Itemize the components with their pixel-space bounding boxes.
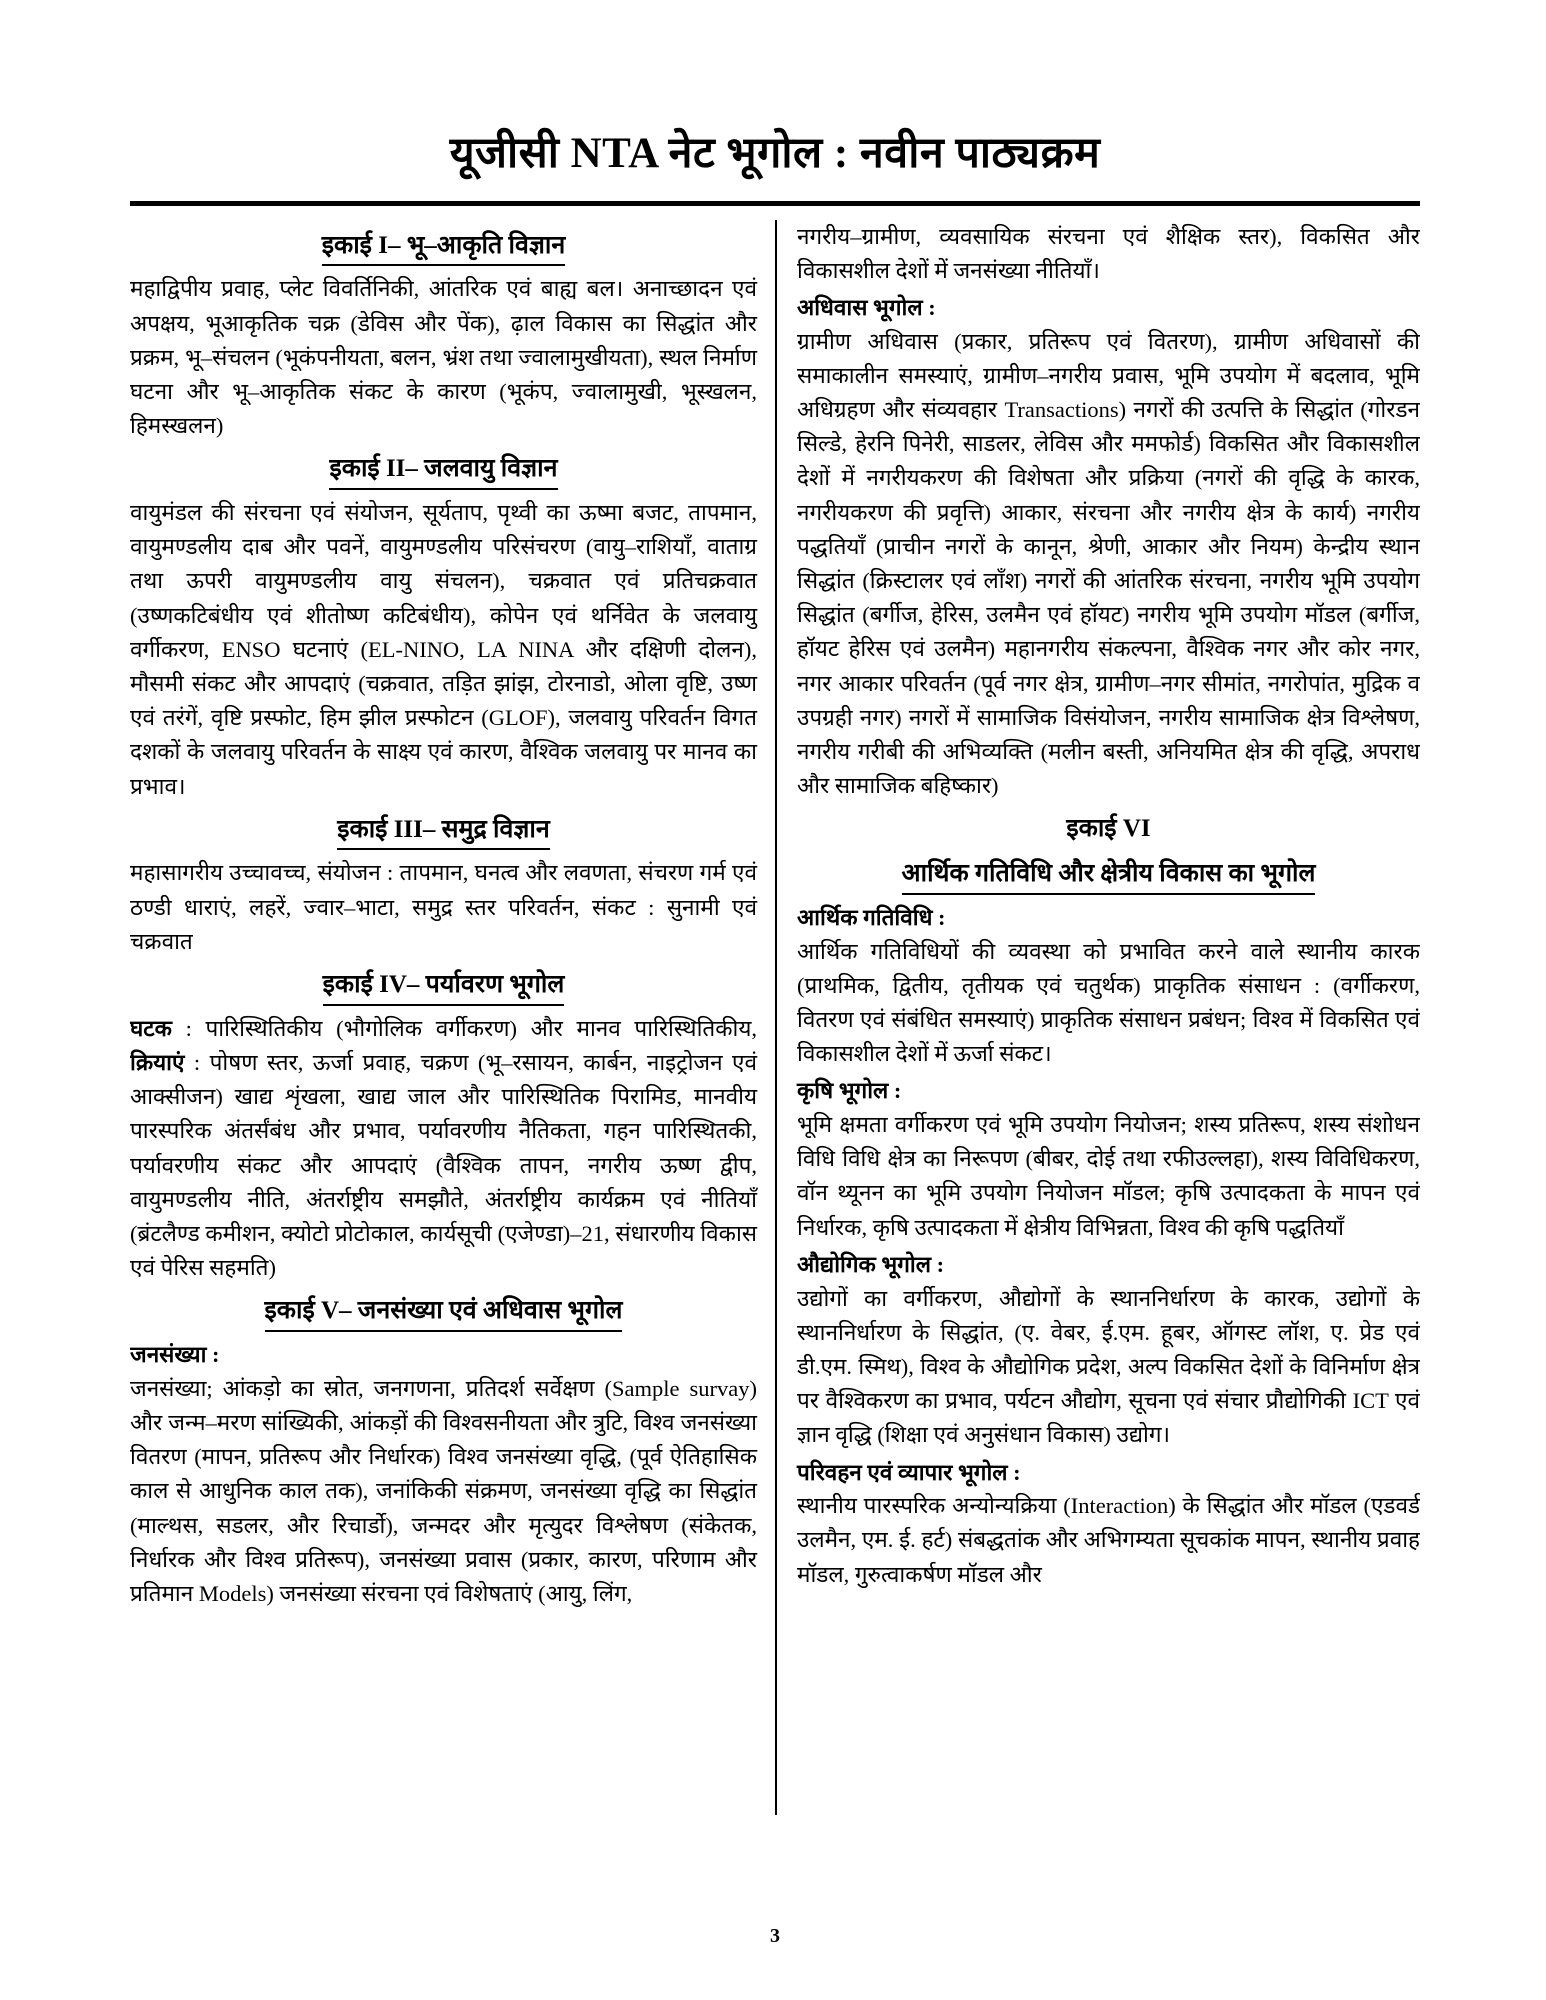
unit-heading-5: [130, 1294, 757, 1332]
page-title: यूजीसी NTA नेट भूगोल : नवीन पाठ्यक्रम: [449, 130, 1101, 177]
unit-heading-1: [130, 229, 757, 267]
subheading-settlement-geography: अधिवास भूगोल :: [797, 294, 936, 320]
right-column: [775, 220, 1420, 1815]
unit-4-body-part-1: : पारिस्थितिकीय (भौगोलिक वर्गीकरण) और मानव पारिस्थितिकीय,: [171, 1015, 757, 1041]
unit-body-3: महासागरीय उच्चावच्च, संयोजन : तापमान, घनत्व और लवणता, संचरण गर्म एवं ठण्डी धाराएं, लहरें, ज्वार–भाटा, समुद्र स्तर परिवर्तन, संकट : सुनामी एवं चक्रवात: [130, 860, 757, 954]
unit-body-2: वायुमंडल की संरचना एवं संयोजन, सूर्यताप, पृथ्वी का ऊष्मा बजट, तापमान, वायुमण्डलीय दाब और पवनें, वायुमण्डलीय परिसंचरण (वायु–राशियाँ, वाताग्र तथा ऊपरी वायुमण्डलीय वायु संचलन), चक्रवात एवं प्रतिचक्रवात (उष्णकटिबंधीय एवं शीतोष्ण कटिबंधीय), कोपेन एवं थर्निवेत के जलवायु वर्गीकरण, ENSO घटनाएं (EL-NINO, LA NINA और दक्षिणी दोलन), मौसमी संकट और आपदाएं (चक्रवात, तड़ित झांझ, टोरनाडो, ओला वृष्टि, उष्ण एवं तरंगें, वृष्टि प्रस्फोट, हिम झील प्रस्फोटन (GLOF), जलवायु परिवर्तन विगत दशकों के जलवायु परिवर्तन के साक्ष्य एवं कारण, वैश्विक जलवायु पर मानव का प्रभाव।: [130, 500, 757, 799]
unit-4-term-2: क्रियाएं: [130, 1049, 185, 1075]
settlement-geography-body: ग्रामीण अधिवास (प्रकार, प्रतिरूप एवं वितरण), ग्रामीण अधिवासों की समाकालीन समस्याएं, ग्रामीण–नगरीय प्रवास, भूमि उपयोग में बदलाव, भूमि अधिग्रहण और संव्यवहार Transactions) नगरों की उत्पत्ति के सिद्धांत (गोरडन सिल्डे, हेरनि पिनेरी, साडलर, लेविस और ममफोर्ड) विकसित और विकासशील देशों में नगरीयकरण की विशेषता और प्रक्रिया (नगरों की वृद्धि के कारक, नगरीयकरण की प्रवृत्ति) आकार, संरचना और नगरीय क्षेत्र के कार्य) नगरीय पद्धतियाँ (प्राचीन नगरों के कानून, श्रेणी, आकार और नियम) केन्द्रीय स्थान सिद्धांत (क्रिस्टालर एवं लाँश) नगरों की आंतरिक संरचना, नगरीय भूमि उपयोग सिद्धांत (बर्गीज, हेरिस, उलमैन एवं हॉयट) नगरीय भूमि उपयोग मॉडल (बर्गीज, हॉयट हेरिस एवं उलमैन) महानगरीय संकल्पना, वैश्विक नगर और कोर नगर, नगर आकार परिवर्तन (पूर्व नगर क्षेत्र, ग्रामीण–नगर सीमांत, नगरोपांत, मुद्रिक व उपग्रही नगर) नगरों में सामाजिक विसंयोजन, नगरीय सामाजिक क्षेत्र विश्लेषण, नगरीय गरीबी की अभिव्यक्ति (मलीन बस्ती, अनियमित क्षेत्र की वृद्धि, अपराध और सामाजिक बहिष्कार): [797, 328, 1420, 799]
unit-heading-2: [130, 452, 757, 490]
unit-body-1: महाद्विपीय प्रवाह, प्लेट विवर्तिनिकी, आंतरिक एवं बाह्य बल। अनाच्छादन एवं अपक्षय, भूआकृतिक चक्र (डेविस और पेंक), ढ़ाल विकास का सिद्धांत और प्रक्रम, भू–संचलन (भूकंपनीयता, बलन, भ्रंश तथा ज्वालामुखीयता), स्थल निर्माण घटना और भू–आकृतिक संकट के कारण (भूकंप, ज्वालामुखी, भूस्खलन, हिमस्खलन): [130, 276, 757, 439]
unit-heading-4: [130, 968, 757, 1006]
unit-heading-5-text: इकाई V– जनसंख्या एवं अधिवास भूगोल: [265, 1294, 623, 1332]
unit-4-term-1: घटक: [130, 1015, 172, 1041]
left-column: [130, 220, 775, 1815]
subheading-economic-activity: आर्थिक गतिविधि :: [797, 904, 946, 930]
two-column-layout: [130, 220, 1420, 1815]
title-divider: [130, 201, 1420, 206]
population-continuation-body: नगरीय–ग्रामीण, व्यवसायिक संरचना एवं शैक्षिक स्तर), विकसित और विकासशील देशों में जनसंख्या नीतियाँ।: [797, 223, 1420, 283]
unit-body-5: जनसंख्या; आंकड़ो का स्रोत, जनगणना, प्रतिदर्श सर्वेक्षण (Sample survay) और जन्म–मरण सांख्यिकी, आंकड़ों की विश्वसनीयता और त्रुटि, विश्व जनसंख्या वितरण (मापन, प्रतिरूप और निर्धारक) विश्व जनसंख्या वृद्धि, (पूर्व ऐतिहासिक काल से आधुनिक काल तक), जनांकिकी संक्रमण, जनसंख्या वृद्धि का सिद्धांत (माल्थस, सडलर, और रिचार्डो), जन्मदर और मृत्युदर विश्लेषण (संकेतक, निर्धारक और विश्व प्रतिरूप), जनसंख्या प्रवास (प्रकार, कारण, परिणाम और प्रतिमान Models) जनसंख्या संरचना एवं विशेषताएं (आयु, लिंग,: [130, 1375, 757, 1606]
unit-heading-6-line2: [797, 857, 1420, 895]
unit-heading-2-text: इकाई II– जलवायु विज्ञान: [329, 452, 557, 490]
unit-heading-6-line2-text: आर्थिक गतिविधि और क्षेत्रीय विकास का भूगोल: [902, 857, 1316, 895]
industrial-geography-body: उद्योगों का वर्गीकरण, औद्योगों के स्थाननिर्धारण के कारक, उद्योगों के स्थाननिर्धारण के सिद्धांत, (ए. वेबर, ई.एम. हूबर, ऑगस्ट लॉश, ए. प्रेड एवं डी.एम. स्मिथ), विश्व के औद्योगिक प्रदेश, अल्प विकसित देशों के विनिर्माण क्षेत्र पर वैश्विकरण का प्रभाव, पर्यटन औद्योग, सूचना एवं संचार प्रौद्योगिकी ICT एवं ज्ञान वृद्धि (शिक्षा एवं अनुसंधान विकास) उद्योग।: [797, 1285, 1420, 1448]
subheading-population: जनसंख्या :: [130, 1342, 220, 1368]
subheading-agricultural-geography: कृषि भूगोल :: [797, 1078, 902, 1104]
subheading-industrial-geography: औद्योगिक भूगोल :: [797, 1251, 945, 1277]
unit-heading-3-text: इकाई III– समुद्र विज्ञान: [337, 813, 550, 851]
unit-heading-1-text: इकाई I– भू–आकृति विज्ञान: [322, 229, 566, 267]
page-number: 3: [770, 1925, 780, 1947]
unit-heading-6-line1: [797, 812, 1420, 848]
unit-4-body-part-2: : पोषण स्तर, ऊर्जा प्रवाह, चक्रण (भू–रसायन, कार्बन, नाइट्रोजन एवं आक्सीजन) खाद्य शृंखला, खाद्य जाल और पारिस्थितिक पिरामिड, मानवीय पारस्परिक अंतर्संबंध और प्रभाव, पर्यावरणीय नैतिकता, गहन पारिस्थितकी, पर्यावरणीय संकट और आपदाएं (वैश्विक तापन, नगरीय ऊष्ण द्वीप, वायुमण्डलीय नीति, अंतर्राष्ट्रीय समझौते, अंतर्राष्ट्रीय कार्यक्रम एवं नीतियाँ (ब्रंटलैण्ड कमीशन, क्योटो प्रोटोकाल, कार्यसूची (एजेण्डा)–21, संधारणीय विकास एवं पेरिस सहमति): [130, 1049, 757, 1281]
transport-trade-geography-body: स्थानीय पारस्परिक अन्योन्यक्रिया (Interaction) के सिद्धांत और मॉडल (एडवर्ड उलमैन, एम. ई. हर्ट) संबद्धतांक और अभिगम्यता सूचकांक मापन, स्थानीय प्रवाह मॉडल, गुरुत्वाकर्षण मॉडल और: [797, 1493, 1420, 1587]
page-content: [130, 0, 1420, 2000]
unit-body-4: [130, 1012, 757, 1286]
unit-heading-4-text: इकाई IV– पर्यावरण भूगोल: [323, 968, 565, 1006]
economic-activity-body: आर्थिक गतिविधियों की व्यवस्था को प्रभावित करने वाले स्थानीय कारक (प्राथमिक, द्वितीय, तृतीयक एवं चतुर्थक) प्राकृतिक संसाधन : (वर्गीकरण, वितरण एवं संबंधित समस्याएं) प्राकृतिक संसाधन प्रबंधन; विश्व में विकसित एवं विकासशील देशों में ऊर्जा संकट।: [797, 938, 1420, 1067]
agricultural-geography-body: भूमि क्षमता वर्गीकरण एवं भूमि उपयोग नियोजन; शस्य प्रतिरूप, शस्य संशोधन विधि विधि क्षेत्र का निरूपण (बीबर, दोई तथा रफीउल्लहा), शस्य विविधिकरण, वॉन थ्यूनन का भूमि उपयोग नियोजन मॉडल; कृषि उत्पादकता के मापन एवं निर्धारक, कृषि उत्पादकता में क्षेत्रीय विभिन्नता, विश्व की कृषि पद्धतियाँ: [797, 1112, 1420, 1240]
subheading-transport-trade-geography: परिवहन एवं व्यापार भूगोल :: [797, 1459, 1021, 1485]
unit-heading-3: [130, 813, 757, 851]
unit-heading-6-line1-text: इकाई VI: [1066, 815, 1151, 843]
